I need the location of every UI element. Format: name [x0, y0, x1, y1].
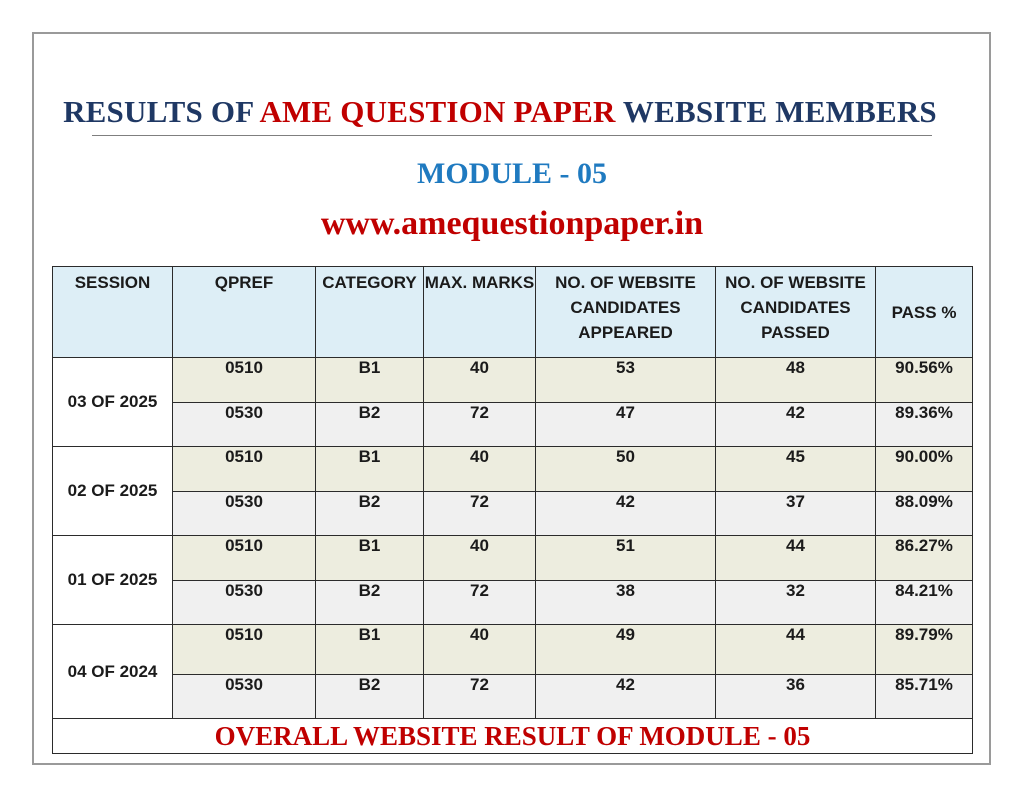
header-qpref: QPREF: [173, 267, 316, 358]
footer-row: [53, 719, 973, 754]
header-max-marks: MAX. MARKS: [424, 267, 536, 358]
qpref-cell: 0510: [173, 625, 316, 675]
passed-cell: 37: [716, 492, 876, 536]
max-marks-cell: 72: [424, 675, 536, 719]
qpref-cell: 0530: [173, 403, 316, 447]
table-row: [53, 358, 973, 403]
header-appeared: NO. OF WEBSITE CANDIDATES APPEARED: [536, 267, 716, 358]
table-row: [53, 492, 973, 536]
table-row: [53, 581, 973, 625]
table-row: [53, 447, 973, 492]
max-marks-cell: 40: [424, 536, 536, 581]
pass-pct-cell: 85.71%: [876, 675, 973, 719]
session-cell: 02 OF 2025: [53, 447, 173, 536]
pass-pct-cell: 90.00%: [876, 447, 973, 492]
title-part-1: RESULTS OF: [63, 94, 260, 129]
table-row: [53, 675, 973, 719]
category-cell: B1: [316, 625, 424, 675]
header-category: CATEGORY: [316, 267, 424, 358]
overall-result-caption: OVERALL WEBSITE RESULT OF MODULE - 05: [53, 719, 973, 754]
appeared-cell: 53: [536, 358, 716, 403]
table-row: [53, 625, 973, 675]
session-cell: 03 OF 2025: [53, 358, 173, 447]
category-cell: B2: [316, 492, 424, 536]
appeared-cell: 51: [536, 536, 716, 581]
session-cell: 01 OF 2025: [53, 536, 173, 625]
pass-pct-cell: 90.56%: [876, 358, 973, 403]
results-table: [52, 266, 973, 754]
header-passed: NO. OF WEBSITE CANDIDATES PASSED: [716, 267, 876, 358]
category-cell: B2: [316, 675, 424, 719]
qpref-cell: 0530: [173, 492, 316, 536]
appeared-cell: 47: [536, 403, 716, 447]
header-pass-pct: PASS %: [876, 267, 973, 358]
passed-cell: 42: [716, 403, 876, 447]
table-row: [53, 536, 973, 581]
max-marks-cell: 72: [424, 581, 536, 625]
passed-cell: 44: [716, 536, 876, 581]
qpref-cell: 0510: [173, 536, 316, 581]
title-part-2: AME QUESTION PAPER: [259, 94, 616, 129]
module-label: MODULE - 05: [417, 157, 607, 190]
pass-pct-cell: 89.36%: [876, 403, 973, 447]
passed-cell: 44: [716, 625, 876, 675]
category-cell: B1: [316, 536, 424, 581]
qpref-cell: 0530: [173, 675, 316, 719]
table-row: [53, 403, 973, 447]
passed-cell: 48: [716, 358, 876, 403]
pass-pct-cell: 86.27%: [876, 536, 973, 581]
qpref-cell: 0510: [173, 447, 316, 492]
qpref-cell: 0510: [173, 358, 316, 403]
appeared-cell: 38: [536, 581, 716, 625]
category-cell: B1: [316, 358, 424, 403]
passed-cell: 32: [716, 581, 876, 625]
appeared-cell: 42: [536, 675, 716, 719]
max-marks-cell: 40: [424, 625, 536, 675]
appeared-cell: 42: [536, 492, 716, 536]
session-cell: 04 OF 2024: [53, 625, 173, 719]
header-row: [53, 267, 973, 358]
max-marks-cell: 72: [424, 403, 536, 447]
page-title: [0, 94, 1000, 130]
qpref-cell: 0530: [173, 581, 316, 625]
category-cell: B1: [316, 447, 424, 492]
category-cell: B2: [316, 403, 424, 447]
appeared-cell: 50: [536, 447, 716, 492]
max-marks-cell: 40: [424, 358, 536, 403]
header-session: SESSION: [53, 267, 173, 358]
max-marks-cell: 72: [424, 492, 536, 536]
pass-pct-cell: 88.09%: [876, 492, 973, 536]
pass-pct-cell: 84.21%: [876, 581, 973, 625]
title-underline: [92, 135, 932, 136]
appeared-cell: 49: [536, 625, 716, 675]
website-url: www.amequestionpaper.in: [320, 205, 704, 242]
pass-pct-cell: 89.79%: [876, 625, 973, 675]
passed-cell: 45: [716, 447, 876, 492]
passed-cell: 36: [716, 675, 876, 719]
category-cell: B2: [316, 581, 424, 625]
title-part-3: WEBSITE MEMBERS: [615, 94, 937, 129]
max-marks-cell: 40: [424, 447, 536, 492]
